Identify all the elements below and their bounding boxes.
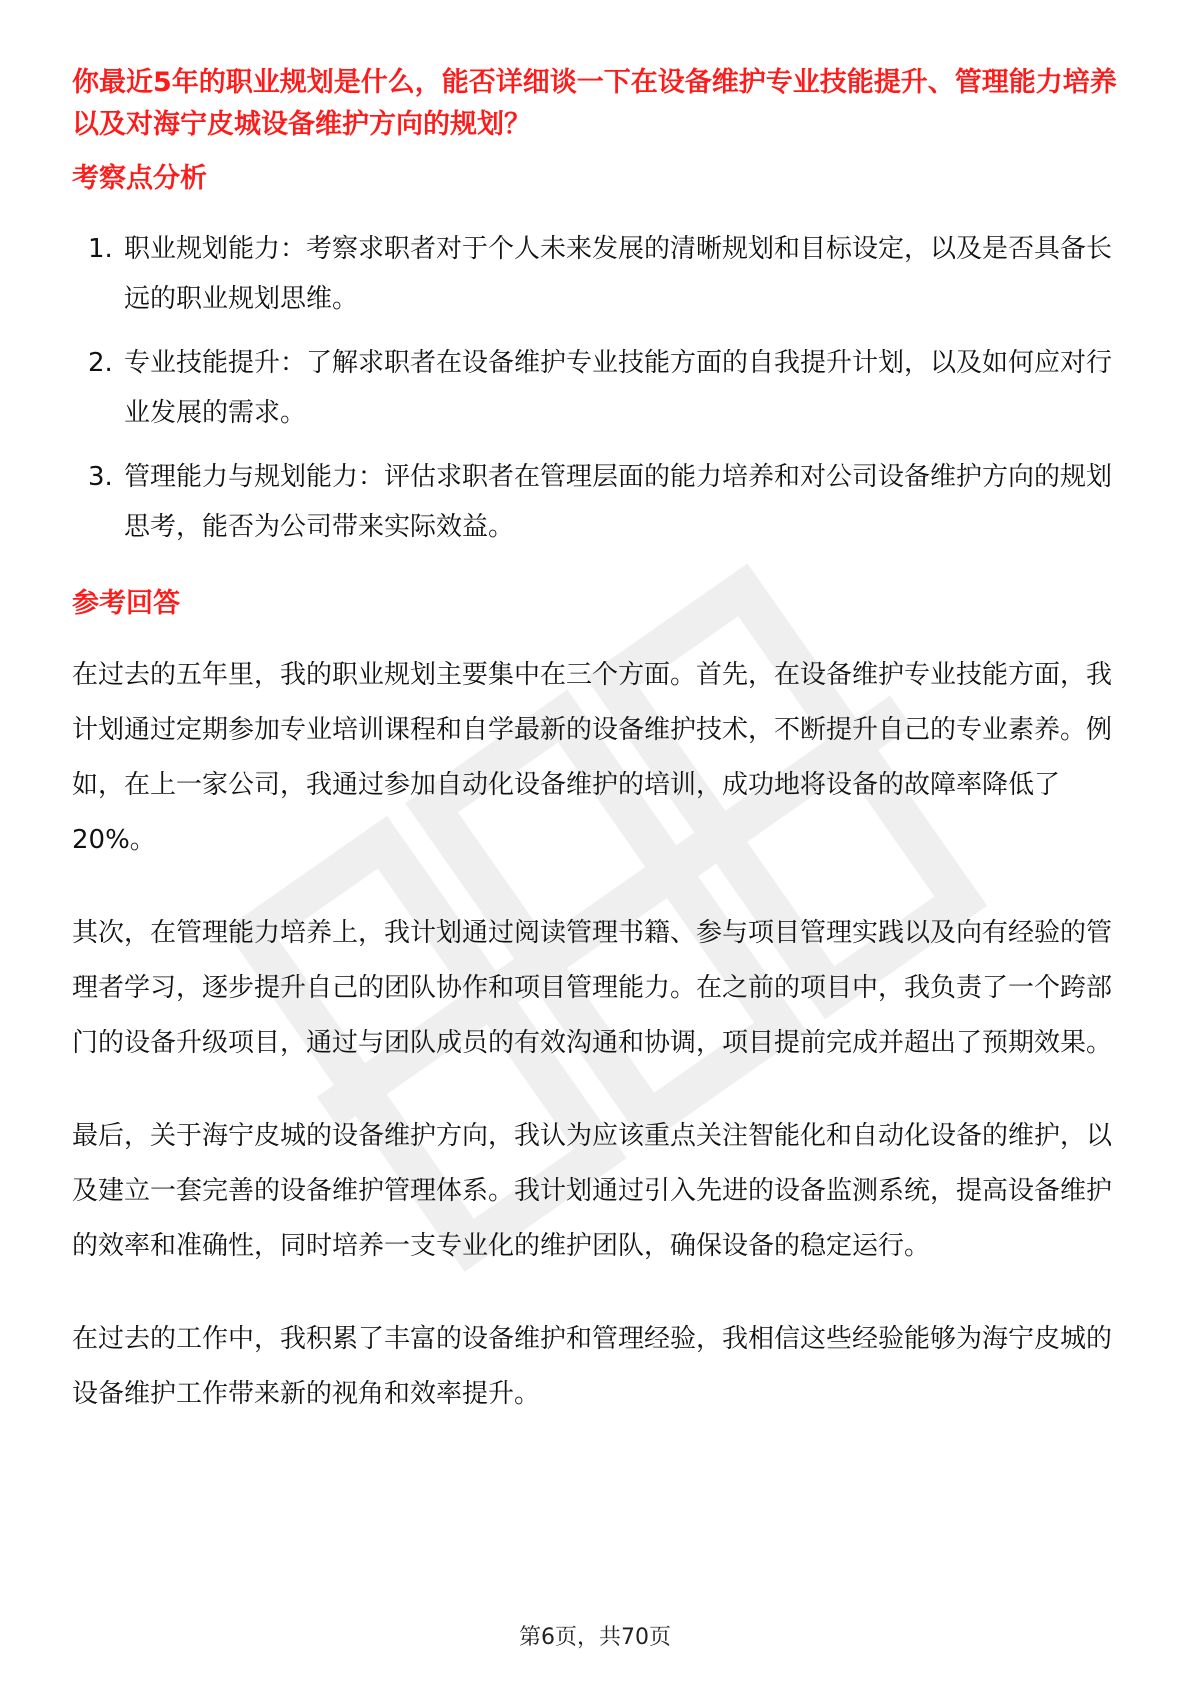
answer-paragraph: 最后，关于海宁皮城的设备维护方向，我认为应该重点关注智能化和自动化设备的维护，以及建立一套完善的设备维护管理体系。我计划通过引入先进的设备监测系统，提高设备维护的效率和准确性，同时培养一支专业化的维护团队，确保设备的稳定运行。	[72, 1121, 1113, 1261]
answer-paragraph: 其次，在管理能力培养上，我计划通过阅读管理书籍、参与项目管理实践以及向有经验的管理者学习，逐步提升自己的团队协作和项目管理能力。在之前的项目中，我负责了一个跨部门的设备升级项目，通过与团队成员的有效沟通和协调，项目提前完成并超出了预期效果。	[72, 918, 1113, 1058]
list-item	[72, 452, 1118, 552]
list-item-text: 管理能力与规划能力：评估求职者在管理层面的能力培养和对公司设备维护方向的规划思考，能否为公司带来实际效益。	[124, 462, 1113, 542]
analysis-title: 考察点分析	[72, 163, 207, 194]
list-item	[72, 224, 1118, 324]
question-heading: 你最近5年的职业规划是什么，能否详细谈一下在设备维护专业技能提升、管理能力培养以及对海宁皮城设备维护方向的规划？	[72, 67, 1117, 140]
list-item-number: 1.	[88, 234, 113, 264]
answer-title: 参考回答	[72, 588, 180, 619]
answer-paragraph: 在过去的五年里，我的职业规划主要集中在三个方面。首先，在设备维护专业技能方面，我计划通过定期参加专业培训课程和自学最新的设备维护技术，不断提升自己的专业素养。例如，在上一家公司，我通过参加自动化设备维护的培训，成功地将设备的故障率降低了20%。	[72, 660, 1113, 855]
list-item-number: 2.	[88, 348, 113, 378]
page-number: 第6页，共70页	[519, 1625, 671, 1650]
list-item-text: 专业技能提升：了解求职者在设备维护专业技能方面的自我提升计划，以及如何应对行业发展的需求。	[124, 348, 1113, 428]
list-item	[72, 338, 1118, 438]
answer-body	[72, 648, 1118, 1422]
list-item-number: 3.	[88, 462, 113, 492]
answer-paragraph: 在过去的工作中，我积累了丰富的设备维护和管理经验，我相信这些经验能够为海宁皮城的设备维护工作带来新的视角和效率提升。	[72, 1324, 1113, 1409]
analysis-list	[72, 224, 1118, 552]
list-item-text: 职业规划能力：考察求职者对于个人未来发展的清晰规划和目标设定，以及是否具备长远的职业规划思维。	[124, 234, 1113, 314]
main-content	[72, 62, 1118, 1460]
